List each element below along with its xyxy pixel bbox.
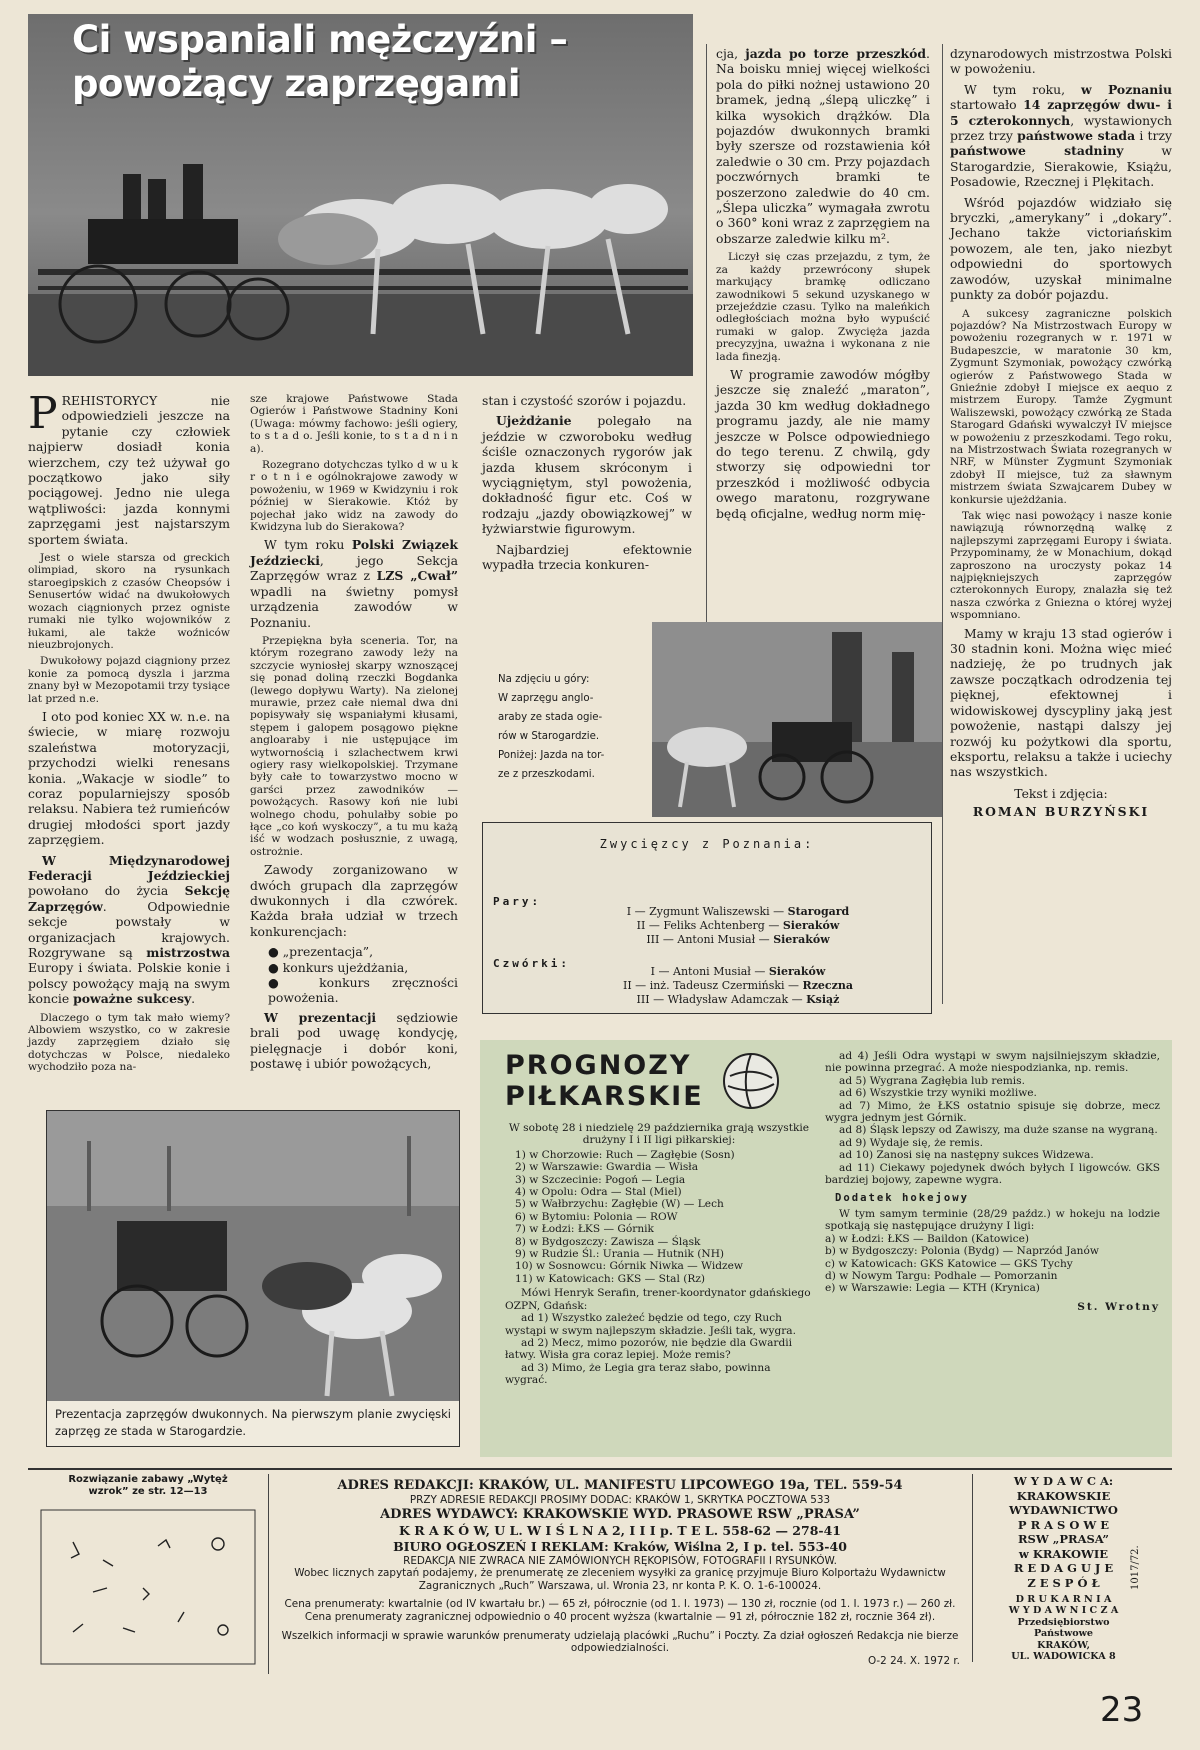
list-item: a) w Łodzi: ŁKS — Baildon (Katowice): [825, 1232, 1030, 1245]
list-item: b) w Bydgoszczy: Polonia (Bydg) — Naprzód Janów: [825, 1245, 1099, 1258]
lead-paragraph: REHISTORYCY nie odpowiedzieli jeszcze na pytanie czy człowiek najpierw dosiadł konia wierzchem, czy też używał go początkowo jako siły pociągowej. Jedno nie ulega wątpliwości: jazda konnymi zaprzęgami jest najstarszym sportem świata.: [28, 393, 230, 547]
paragraph: sze krajowe Państwowe Stada Ogierów i Państwowe Stadniny Koni (Uwaga: mówmy fachowo: jeśli ogiery, to s t a d o. Jeśli konie, to s t a d n i n a).: [250, 393, 458, 455]
headline-line-1: Ci wspaniali mężczyźni –: [72, 18, 568, 61]
presentation-photo: [47, 1111, 459, 1401]
paragraph: W tym roku, w Poznaniu startowało 14 zaprzęgów dwu- i 5 czterokonnych, wystawionych przez trzy państwowe stada i trzy państwowe stadniny w Starogardzie, Sierakowie, Książu, Posadowie, Rzecznej i Plękitach.: [950, 81, 1172, 190]
list-item: 4) w Opolu: Odra — Stal (Miel): [515, 1186, 682, 1199]
list-item: ad 9) Wydaje się, że remis.: [839, 1136, 983, 1149]
carriages-photo: [47, 1111, 459, 1401]
list-item: 7) w Łodzi: ŁKS — Górnik: [515, 1223, 654, 1236]
winners-box: [482, 822, 932, 1014]
list-item: 3) w Szczecinie: Pogoń — Legia: [515, 1173, 686, 1186]
football-icon: [722, 1052, 780, 1110]
paragraph: Zawody zorganizowano w dwóch grupach dla zaprzęgów dwukonnych i dla czwórek. Każda brała udział w trzech konkurencjach:: [250, 862, 458, 939]
footer-rule: [28, 1468, 1172, 1470]
prognozy-left-column: [505, 1122, 813, 1387]
photo-caption: Prezentacja zaprzęgów dwukonnych. Na pierwszym planie zwycięski zaprzęg ze stada w Starogardzie.: [55, 1407, 451, 1438]
paragraph: I oto pod koniec XX w. n.e. na świecie, w miarę rozwoju szaleństwa motoryzacji, przychodzi wielki renesans konia. „Wakacje w siodle” to coraz popularniejszy sposób relaksu. Nabiera też rumieńców drugiej młodości sport jazdy zaprzęgiem.: [28, 708, 230, 848]
list-item: I — Zygmunt Waliszewski — Starogard: [626, 905, 850, 918]
paragraph: Mamy w kraju 13 stad ogierów i 30 stadnin koni. Można więc mieć nadzieję, że po trudnych jak zawsze początkach odrodzenia tej pięknej, efektownej i widowiskowej dyscypliny jaką jest powożenie, nastąpi dalszy jej rozwój ku pożytkowi dla sportu, eksportu, relaksu a także i uciechy nas wszystkich.: [950, 625, 1172, 780]
list-item: e) w Warszawie: Legia — KTH (Krynica): [825, 1282, 1040, 1295]
paragraph: W tym roku Polski Związek Jeździecki, jego Sekcja Zaprzęgów wraz z LZS „Cwał” wpadli na świetny pomysł urządzenia zawodów w Poznaniu.: [250, 537, 458, 630]
credit-name: ROMAN BURZYŃSKI: [972, 804, 1150, 820]
page-number: 23: [1100, 1690, 1144, 1730]
credit-label: Tekst i zdjęcia:: [1014, 785, 1108, 801]
paragraph: Jest o wiele starsza od greckich olimpiad, skoro na rysunkach staroegipskich z czasów Cheopsów i Senusertów widać na dwukołowych wozach ciągnionych przez ogniste rumaki nie tylko wojowników z łukami, ale także woźniców nieuzbrojonych.: [28, 552, 230, 651]
prognozy-intro: W sobotę 28 i niedzielę 29 października grają wszystkie drużyny I i II ligi piłkarskiej:: [508, 1122, 810, 1147]
paragraph: stan i czystość szorów i pojazdu.: [482, 393, 687, 408]
paragraph: Dlaczego o tym tak mało wiemy? Albowiem wszystko, co w zakresie jazdy zaprzęgiem działo się dotychczas w Polsce, niedaleko wychodziło poza na-: [28, 1011, 230, 1074]
paragraph: dzynarodowych mistrzostwa Polski w powożeniu.: [950, 46, 1172, 77]
paragraph: Najbardziej efektownie wypadła trzecia konkuren-: [482, 541, 692, 573]
headline: [72, 18, 567, 106]
puzzle-title: Rozwiązanie zabawy „Wytęż wzrok” ze str. 12—13: [68, 1474, 228, 1497]
list-item: ad 7) Mimo, że ŁKS ostatnio spisuje się dobrze, mecz wygra jednym jest Górnik.: [825, 1099, 1160, 1125]
prognozy-title: PROGNOZY PIŁKARSKIE: [505, 1050, 704, 1112]
paragraph: Rozegrano dotychczas tylko d w u k r o t n i e ogólnokrajowe zawody w powożeniu, w 1969 w Kwidzyniu i rok później w Sierakowie. Któż by pojechał jako widz na zawody do Kwidzyna lub do Sierakowa?: [250, 459, 458, 534]
obstacle-course-photo: [652, 622, 942, 817]
list-item: ad 3) Mimo, że Legia gra teraz słabo, powinna wygrać.: [505, 1361, 771, 1387]
list-item: III — Antoni Musiał — Sieraków: [646, 933, 830, 946]
winners-title: Zwycięzcy z Poznania:: [599, 837, 815, 851]
puzzle-sketch: [33, 1502, 263, 1672]
list-item: ad 2) Mecz, mimo pozorów, nie będzie dla Gwardii łatwy. Wisła gra coraz lepiej. Może remis?: [505, 1336, 793, 1362]
bullet-list: [268, 944, 458, 1006]
paragraph: Tak więc nasi powożący i nasze konie nawiązują równorzędną walkę z najlepszymi zaprzęgami Europy i świata. Przypominamy, że w Monachium, dokąd zaproszono na uroczysty pokaz 14 najpiękniejszych zaprzęgów czterokonnych Europy, znalazła się też nasza czwórka z Gniezna o której wyżej wspomniano.: [950, 510, 1172, 622]
list-item: ● konkurs ujeżdżania,: [268, 959, 409, 975]
paragraph: W programie zawodów mógłby jeszcze się znaleźć „maraton”, jazda 30 km według dokładnego programu jazdy, ale nie mamy jeszcze w Polsce odpowiedniego do tego terenu. Z chwilą, gdy stworzy się odpowiedni tor przeszkód i możliwość odbycia owego maratonu, rozgrywane będą oficjalne, według norm mię-: [716, 366, 930, 521]
publisher-box: W Y D A W C A: KRAKOWSKIE WYDAWNICTWO P R A S O W E RSW „PRASA” w KRAKOWIE R E D A G U J E Z E S P Ó Ł D R U K A R N I A W Y D A W N I C Z A Przedsiębiorstwo Państwowe KRAKÓW, UL. WADOWICKA 8: [972, 1474, 1146, 1662]
article-column-2: [250, 393, 458, 1077]
list-item: 9) w Rudzie Śl.: Urania — Hutnik (NH): [515, 1248, 725, 1261]
bottom-photo-frame: [46, 1110, 460, 1447]
list-item: 5) w Wałbrzychu: Zagłębie (W) — Lech: [515, 1198, 724, 1211]
match-list: [505, 1149, 813, 1285]
list-item: ad 8) Śląsk lepszy od Zawiszy, ma duże szanse na wygraną.: [839, 1124, 1158, 1137]
list-item: ● „prezentacja”,: [268, 944, 374, 960]
column-rule: [706, 44, 707, 644]
list-item: 1) w Chorzowie: Ruch — Zagłębie (Sosn): [515, 1148, 735, 1161]
list-item: c) w Katowicach: GKS Katowice — GKS Tychy: [825, 1257, 1073, 1270]
column-rule: [942, 44, 943, 1004]
list-item: 2) w Warszawie: Gwardia — Wisła: [515, 1161, 699, 1174]
article-column-5: [950, 46, 1172, 820]
article-column-1: [28, 388, 230, 1078]
list-item: d) w Nowym Targu: Podhale — Pomorzanin: [825, 1269, 1058, 1282]
article-column-4: [716, 46, 930, 526]
article-column-3: [482, 393, 692, 577]
list-item: 10) w Sosnowcu: Górnik Niwka — Widzew: [515, 1260, 743, 1273]
list-item: ad 10) Zanosi się na następny sukces Widzewa.: [839, 1149, 1094, 1162]
pary-label: Pary:: [493, 895, 542, 908]
drop-cap: P: [28, 388, 58, 439]
paragraph: cja, jazda po torze przeszkód. Na boisku mniej więcej wielkości pola do piłki nożnej ustawiono 20 bramek, jedną „ślepą uliczkę” i kilka wysokich drążków. Dla pojazdów dwukonnych bramki były szersze od rozstawienia kół zaledwie o 30 cm. Przy pojazdach poczwórnych bramki te poszerzono zaledwie do 40 cm. „Ślepa uliczka” wymagała zwrotu o 360° koni wraz z zaprzęgiem na obszarze zaledwie kilku m².: [716, 46, 930, 246]
prognozy-right-column: [825, 1050, 1160, 1313]
carriage-photo: [652, 622, 942, 817]
czworki-label: Czwórki:: [493, 957, 570, 970]
list-item: II — Feliks Achtenberg — Sieraków: [636, 919, 840, 932]
czworki-list: [553, 965, 923, 1007]
photo-caption: Na zdjęciu u góry: W zaprzęgu anglo- araby ze stada ogie- rów w Starogardzie. Poniżej: Jazda na tor- ze z przeszkodami.: [498, 674, 605, 780]
hockey-title: Dodatek hokejowy: [835, 1192, 970, 1205]
list-item: ad 11) Ciekawy pojedynek dwóch byłych I ligowców. GKS bardziej bojowy, zapewne wygra.: [825, 1161, 1160, 1187]
paragraph: A sukcesy zagraniczne polskich pojazdów? Na Mistrzostwach Europy w powożeniu rozegranych w r. 1971 w Budapeszcie, w maratonie 30 km, Zygmunt Szymoniak, powożący czwórką ogierów z Państwowego Stada w Gnieźnie zdobył I miejsce ex aequo z mistrzem Europy. Tamże Zygmunt Waliszewski, powożący czwórką ze Stada Starogard Gdański wywalczył IV miejsce w powożeniu z przeszkodami. Tego roku, na Mistrzostwach Świata rozegranych w NRF, w Münster Zygmunt Szymoniak zdobył II miejsce, tuż za sławnym mistrzem świata Szwajcarem Dubey w konkursie ujeżdżania.: [950, 307, 1172, 506]
paragraph: Liczył się czas przejazdu, z tym, że za każdy przewrócony słupek markujący bramkę odliczano zawodnikowi 5 sekund uzyskanego w przejeździe czasu. Tylko na maleńkich odległościach można było wypuścić rumaki w galop. Zwycięża jazda precyzyjna, uważna i wykonana z nie lada finezją.: [716, 251, 930, 363]
list-item: 6) w Bytomiu: Polonia — ROW: [515, 1210, 678, 1223]
list-item: I — Antoni Musiał — Sieraków: [650, 965, 826, 978]
paragraph: Przepiękna była sceneria. Tor, na którym rozegrano zawody leży na szczycie wyniosłej skarpy wznoszącej się ponad doliną rzeczki Bogdanka (lewego dopływu Warty). Na zielonej murawie, przez całe niemal dwa dni popisywały się wspaniałymi kłusami, stępem i galopem posągowo piękne angloaraby i nie ustępujące im wytwornością i szlachectwem krwi ogiery rasy wielkopolskiej. Trzymane były całe to towarzystwo mocno w garści przez zawodników — powożących. Rasowy koń nie lubi wolnego chodu, pohulałby sobie po łące „co koń wyskoczy”, a tu mu każą iść w wodzach posłusznie, z uwagą, ostrożnie.: [250, 634, 458, 858]
list-item: 8) w Bydgoszczy: Zawisza — Śląsk: [515, 1235, 701, 1248]
puzzle-solution: [28, 1474, 269, 1674]
list-item: ad 5) Wygrana Zagłębia lub remis.: [839, 1074, 1025, 1087]
issue-code: 1017/72.: [1130, 1545, 1141, 1590]
list-item: ad 1) Wszystko zależeć będzie od tego, czy Ruch wystąpi w swym najlepszym składzie. Jeśli tak, wygra.: [505, 1312, 796, 1337]
list-item: III — Władysław Adamczak — Książ: [636, 993, 840, 1006]
serafin-intro: Mówi Henryk Serafin, trener-koordynator gdańskiego OZPN, Gdańsk:: [505, 1287, 811, 1312]
list-item: ad 4) Jeśli Odra wystąpi w swym najsilniejszym składzie, nie powinna przegrać. A może niespodzianka, np. remis.: [825, 1050, 1160, 1075]
paragraph: Dwukołowy pojazd ciągniony przez konie za pomocą dyszla i jarzma znany był w Mezopotamii trzy tysiące lat przed n.e.: [28, 655, 230, 705]
paragraph: Ujeżdżanie polegało na jeździe w czworoboku według ściśle oznaczonych rygorów jak jazda kłusem skróconym i wyciągniętym, styl powożenia, dokładność figur etc. Coś w rodzaju „jazdy obowiązkowej” w łyżwiarstwie figurowym.: [482, 413, 692, 537]
list-item: 11) w Katowicach: GKS — Stal (Rz): [515, 1272, 706, 1285]
headline-line-2: powożący zaprzęgami: [72, 62, 520, 105]
hockey-intro: W tym samym terminie (28/29 paźdz.) w hokeju na lodzie spotkają się następujące drużyny I ligi:: [825, 1207, 1160, 1233]
paragraph: W prezentacji sędziowie brali pod uwagę kondycję, pielęgnacje i dobór koni, postawę i ubiór powożących,: [250, 1009, 458, 1072]
paragraph: Wśród pojazdów widziało się bryczki, „amerykany” i „dokary”. Jechano także victoriańskim powozem, ale ten, jako niezbyt odpowiedni do sportowych zawodów, uzyskał minimalne punkty za dobór pojazdu.: [950, 194, 1172, 303]
list-item: II — inż. Tadeusz Czermiński — Rzeczna: [622, 979, 854, 992]
list-item: ad 6) Wszystkie trzy wyniki możliwe.: [839, 1087, 1037, 1100]
pary-list: [553, 905, 923, 947]
list-item: ● konkurs zręczności powożenia.: [268, 975, 458, 1006]
imprint: ADRES REDAKCJI: KRAKÓW, UL. MANIFESTU LIPCOWEGO 19a, TEL. 559-54 PRZY ADRESIE REDAKCJI PROSIMY DODAC: KRAKÓW 1, SKRYTKA POCZTOWA 533 ADRES WYDAWCY: KRAKOWSKIE WYD. PRASOWE RSW „PRASA” K R A K Ó W, U L. W I Ś L N A 2, I I I p. T E L. 558-62 — 278-41 BIURO OGŁOSZEŃ I REKLAM: Kraków, Wiślna 2, I p. tel. 553-40 REDAKCJA NIE ZWRACA NIE ZAMÓWIONYCH RĘKOPISÓW, FOTOGRAFII I RYSUNKÓW. Wobec licznych zapytań podajemy, że prenumeratę ze zleceniem wysyłki za granicę przyjmuje Biuro Kolportażu Wydawnictw Zagranicznych „Ruch” Warszawa, ul. Wronia 23, nr konta P. K. O. 1-6-100024. Cena prenumeraty: kwartalnie (od IV kwartału br.) — 65 zł, półrocznie (od 1. I. 1973) — 130 zł, rocznie (od 1. I. 1973 r.) — 260 zł. Cena prenumeraty zagranicznej odpowiednio o 40 procent wyższa (kwartalnie — 91 zł, półrocznie 182 zł, rocznie 364 zł). Wszelkich informacji w sprawie warunków prenumeraty udzielają placówki „Ruchu” i Poczty. Za dział ogłoszeń Redakcja nie bierze odpowiedzialności. O-2 24. X. 1972 r.: [281, 1478, 960, 1667]
paragraph: W Międzynarodowej Federacji Jeździeckiej powołano do życia Sekcję Zaprzęgów. Odpowiednie sekcje powstały w organizacjach krajowych. Rozgrywane są mistrzostwa Europy i świata. Polskie konie i polscy powożący mają na swym koncie poważne sukcesy.: [28, 852, 230, 1007]
signature: St. Wrotny: [1077, 1300, 1160, 1313]
